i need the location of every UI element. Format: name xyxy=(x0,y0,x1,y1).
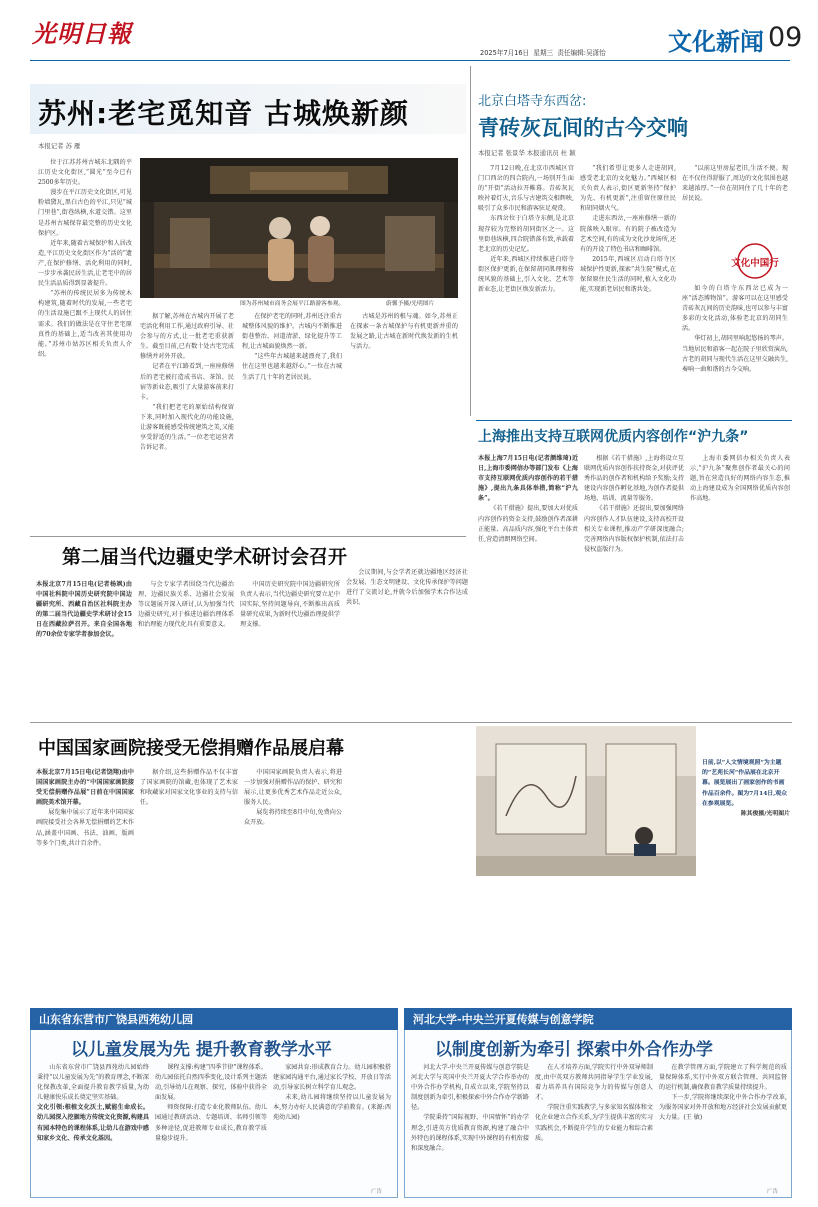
photo-credit: 陈其俊摄/光明图片 xyxy=(740,810,790,818)
article-column-1 xyxy=(38,158,132,558)
feature-label: 河北大学-中央兰开夏传媒与创意学院 xyxy=(413,1013,594,1026)
paragraph: 课程支撑:构建“四季节律”课程体系。幼儿园依托自然四季变化,设计系列主题活动,引导幼儿在观察、探究、体验中获得全面发展。 xyxy=(155,1064,267,1102)
article-column-1 xyxy=(411,1063,529,1195)
article-column-3 xyxy=(682,164,788,238)
headline: 中国国家画院接受无偿捐赠作品展启幕 xyxy=(38,738,344,759)
kindergarten-feature xyxy=(30,1008,398,1198)
article-shanghai xyxy=(476,424,792,720)
exhibition-photo xyxy=(476,726,696,876)
paragraph: 与会专家学者围绕当代边疆治理、边疆民族关系、边疆社会发展等议题展开深入研讨,认为加强当代边疆史研究,对于推进边疆治理体系和治理能力现代化具有重要意义。 xyxy=(138,581,234,629)
paragraph: 位于江苏苏州古城东北隅的平江历史文化街区,“圆光”至今已有2500多年历史。 xyxy=(38,159,132,187)
paragraph: 华灯初上,胡同里响起悠扬的琴声。当地居民和游客一起在院子里欣赏演出,古老的胡同与现代生活在这里交融共生,奏响一曲和谐的古今交响。 xyxy=(682,335,788,373)
ad-mark: 广告 xyxy=(767,1189,779,1195)
headline: 以儿童发展为先 提升教育教学水平 xyxy=(71,1040,332,1060)
article-column-2 xyxy=(535,1063,653,1195)
paragraph: “以前这里房屋老旧,生活不便。现在不仅住得舒服了,周边的文化氛围也越来越浓厚。”一位在胡同住了几十年的老居民说。 xyxy=(682,165,788,203)
photo-illustration xyxy=(140,158,458,298)
photo-caption xyxy=(702,758,790,819)
article-column-3 xyxy=(244,768,342,1024)
headline: 上海推出支持互联网优质内容创作“沪九条” xyxy=(478,429,749,445)
paragraph: 展览将持续至8月中旬,免费向公众开放。 xyxy=(244,809,342,827)
paragraph: 在教学管理方面,学院建立了科学规范的质量保障体系,实行中外双方联合管理、共同监督的运行机制,确保教育教学质量持续提升。 xyxy=(659,1064,787,1092)
paragraph: 上海市委网信办相关负责人表示,“沪九条”聚焦创作者最关心的问题,旨在营造良好的网络内容生态,推动上海建设成为全国网络优质内容创作高地。 xyxy=(690,455,790,503)
weekday-text: 星期三 xyxy=(533,49,554,57)
section-rule xyxy=(476,420,792,421)
paragraph: 会议期间,与会学者还就边疆地区经济社会发展、生态文明建设、文化传承保护等问题进行了交流讨论,并就今后加强学术合作达成共识。 xyxy=(346,569,468,607)
kicker: 北京白塔寺东西岔: xyxy=(478,94,587,109)
article-column-2 xyxy=(155,1063,267,1195)
article-column-3 xyxy=(273,1063,391,1195)
masthead-rule xyxy=(30,60,790,61)
article-column-4 xyxy=(682,284,788,418)
paragraph-lead: 本报北京7月15日电(记者饶翔)由中国国家画院主办的“中国国家画院接受无偿捐赠作品展”日前在中国国家画院美术馆开幕。 xyxy=(36,769,134,807)
paragraph: 师资保障:打造专业化教师队伍。幼儿园通过教研活动、专题培训、名师引领等多种途径,促进教师专业成长,教育教学质量稳步提升。 xyxy=(155,1104,267,1142)
article-column-3 xyxy=(690,454,790,720)
hebei-university-feature xyxy=(404,1008,792,1198)
paragraph: 近年来,随着古城保护和人居改造,平江历史文化街区作为“活的”遗产,在保护修缮、活化利用的同时,一步步承袭民居生活,让老宅中的居民生活品质得到显著提升。 xyxy=(38,239,132,288)
paragraph-lead: 本报北京7月15日电(记者杨飒)由中国社科院中国历史研究院中国边疆研究所、西藏自治区社科院主办的第二届当代边疆史学术研讨会15日在西藏拉萨召开。来自全国各地的70余位专家学者参加会议。 xyxy=(36,581,132,639)
column-divider xyxy=(470,66,471,416)
date-text: 2025年7月16日 xyxy=(480,49,530,57)
paragraph: 中国历史研究院中国边疆研究所负责人表示,当代边疆史研究要立足中国实际,坚持问题导向,不断推出高质量研究成果,为新时代边疆治理提供学理支撑。 xyxy=(240,581,340,629)
paragraph: 走进东西岔,一座座修缮一新的院落映入眼帘。有的院子被改造为艺术空间,有的成为文化沙龙场所,还有的开设了特色书店和咖啡馆。 xyxy=(580,215,676,253)
paragraph: 家园共育:形成教育合力。幼儿园积极搭建家园沟通平台,通过家长学校、开放日等活动,引导家长树立科学育儿观念。 xyxy=(273,1064,391,1092)
article-column-2 xyxy=(138,580,234,718)
paragraph: 河北大学-中央兰开夏传媒与创意学院是河北大学与英国中央兰开夏大学合作举办的中外合作办学机构,自成立以来,学院坚持以制度创新为牵引,积极探索中外合作办学新路径。 xyxy=(411,1064,529,1112)
photo-illustration xyxy=(476,726,696,876)
headline: 青砖灰瓦间的古今交响 xyxy=(478,116,688,140)
paragraph: 学院注重实践教学,与多家知名媒体和文化企业建立合作关系,为学生提供丰富的实习实践机会,不断提升学生的专业能力和综合素质。 xyxy=(535,1104,653,1142)
section-title: 文化新闻 xyxy=(668,28,764,56)
article-column-3 xyxy=(240,580,340,718)
article-column-2 xyxy=(140,312,234,558)
issue-date xyxy=(480,47,606,57)
paragraph: 中国国家画院负责人表示,将进一步加强对捐赠作品的保护、研究和展示,让更多优秀艺术作品走近公众,服务人民。 xyxy=(244,769,342,807)
ad-mark: 广告 xyxy=(371,1189,383,1195)
photo-credit: 蔚馨予摄/光明图片 xyxy=(386,301,435,307)
article-column-2 xyxy=(140,768,238,1024)
article-column-2 xyxy=(584,454,684,720)
headline: 苏州:老宅觅知音 古城焕新颜 xyxy=(38,97,409,130)
paragraph: 如今的白塔寺东西岔已成为一座“活态博物馆”。游客可以在这里感受青砖灰瓦间的历史韵味,也可以参与丰富多彩的文化活动,体验老北京的胡同生活。 xyxy=(682,285,788,333)
photo-caption: 图为苏州城市商务会展平江路游客参观。 xyxy=(240,301,345,307)
paragraph-lead: 本报上海7月15日电(记者颜维琦)近日,上海市委网信办等部门发布《上海市支持互联网优质内容创作的若干措施》,提出九条具体举措,简称“沪九条”。 xyxy=(478,455,578,503)
paragraph: 7月12日晚,在北京市西城区宫门口西岔的四合院内,一场别开生面的“开街”活动拉开帷幕。青砖灰瓦映衬着灯火,音乐与古建筑交相辉映,吸引了众多市民和游客驻足观赏。 xyxy=(478,165,574,213)
headline: 以制度创新为牵引 探索中外合作办学 xyxy=(435,1040,713,1060)
headline: 第二届当代边疆史学术研讨会召开 xyxy=(62,546,348,568)
suzhou-photo xyxy=(140,158,458,298)
paragraph: 据了解,苏州在古城内开展了老宅活化利用工作,通过政府引导、社会参与的方式,让一批老宅重获新生。截至目前,已有数十处古宅完成修缮并对外开放。 xyxy=(140,313,234,361)
article-column-4 xyxy=(350,312,458,558)
paragraph: 文化引领:根植文化沃土,赋能生命成长。幼儿园深入挖掘地方传统文化资源,构建具有园本特色的课程体系,让幼儿在游戏中感知家乡文化、传承文化基因。 xyxy=(37,1104,149,1142)
paragraph: “这些年古城越来越漂亮了,我们住在这里也越来越舒心。”一位在古城生活了几十年的老居民说。 xyxy=(242,353,342,381)
page-number: 09 xyxy=(768,22,803,53)
paragraph: 学院秉持“国际视野、中国情怀”的办学理念,引进英方优质教育资源,构建了融合中外特色的课程体系,实现中外课程的有机衔接和深度融合。 xyxy=(411,1114,529,1152)
paragraph: 山东省东营市广饶县西苑幼儿园始终秉持“以儿童发展为先”的教育理念,不断深化保教改革,全面提升教育教学质量,为幼儿健康快乐成长奠定坚实基础。 xyxy=(37,1064,149,1102)
caption-text: 日前,以“人文情境观照”为主题的“艺苑长河”作品展在北京开幕。展览展出了画家创作的书画作品百余件。图为7月14日,观众在参观展览。 xyxy=(702,759,788,807)
article-column-1 xyxy=(478,454,578,720)
masthead xyxy=(0,0,818,62)
paragraph: 近年来,西城区持续推进白塔寺街区保护更新,在保留胡同肌理和传统风貌的基础上,引入文化、艺术等新业态,让老街区焕发新活力。 xyxy=(478,255,574,294)
paragraph: “我们把老宅的原始结构保留下来,同时加入现代化的功能设施,让游客既能感受传统建筑之美,又能享受舒适的生活。”一位老宅运营者告诉记者。 xyxy=(140,403,234,452)
paragraph: 《若干措施》提出,要加大对优质内容创作的资金支持,鼓励创作者深耕正能量、高品质内容,强化平台主体责任,营造清朗网络空间。 xyxy=(478,505,578,543)
paragraph: 未来,幼儿园将继续坚持以儿童发展为本,努力办好人民满意的学前教育。(来源:西苑幼儿园) xyxy=(273,1094,391,1122)
newspaper-logo: 光明日報 xyxy=(32,19,132,48)
article-column-1 xyxy=(36,580,132,718)
article-beijing xyxy=(476,66,792,418)
paragraph: 在保护老宅的同时,苏州还注重古城整体风貌的维护。古城内不断推进街巷整治、河道清淤、绿化提升等工程,让古城面貌焕然一新。 xyxy=(242,313,342,351)
paragraph: 据介绍,这些捐赠作品不仅丰富了国家画院的馆藏,也体现了艺术家和收藏家对国家文化事业的支持与信任。 xyxy=(140,769,238,807)
paragraph: “我们希望让更多人走进胡同,感受老北京的文化魅力。”西城区相关负责人表示,街区更新坚持“保护为先、有机更新”,注重留住原住民和胡同烟火气。 xyxy=(580,165,676,213)
paragraph: 记者在平江路看到,一座座修缮后的老宅被打造成书店、茶馆、民宿等新业态,吸引了大量游客前来打卡。 xyxy=(140,363,234,401)
paragraph: 东西岔位于白塔寺东侧,是北京现存较为完整的胡同街区之一。这里街巷纵横,四合院错落有致,承载着老北京的历史记忆。 xyxy=(478,215,574,253)
paragraph: 漫步在平江历史文化街区,可见粉墙黛瓦,黑白古色的平江,只见“城门里巷”,街巷纵横,水道交错。这里是苏州古城保存最完整的历史文化保护区。 xyxy=(38,189,132,237)
section-rule xyxy=(30,536,466,537)
article-column-1 xyxy=(37,1063,149,1195)
article-column-3 xyxy=(242,312,342,558)
paragraph: “苏州的传统民居多为传统木构建筑,随着时代的发展,一些老宅的生活设施已跟不上现代人的居住需求。我们的做法是在守住老宅原真性的基础上,适当改善其使用功能。”苏州市姑苏区相关负责人介绍。 xyxy=(38,290,132,358)
paragraph: 古城是苏州的根与魂。如今,苏州正在探索一条古城保护与有机更新并重的发展之路,让古城在新时代焕发新的生机与活力。 xyxy=(350,313,458,351)
paragraph: 下一步,学院将继续深化中外合作办学改革,为服务国家对外开放和地方经济社会发展贡献更大力量。(王 敏) xyxy=(659,1094,787,1122)
article-column-4 xyxy=(346,568,468,718)
article-frontier-history xyxy=(30,540,470,720)
article-column-2 xyxy=(580,164,676,418)
article-painting-academy xyxy=(30,726,792,1038)
feature-label: 山东省东营市广饶县西苑幼儿园 xyxy=(39,1013,193,1026)
article-column-1 xyxy=(36,768,134,1024)
editor-text: 责任编辑:吴潇怡 xyxy=(557,49,606,57)
section-rule xyxy=(30,722,792,723)
byline: 本报记者 张景华 本报通讯员 杜 颖 xyxy=(478,149,576,157)
paragraph: 《若干措施》还提出,要加强网络内容创作人才队伍建设,支持高校开设相关专业课程,推动产学研深度融合;完善网络内容版权保护机制,依法打击侵权盗版行为。 xyxy=(584,505,684,553)
paragraph: 在人才培养方面,学院实行中外双导师制度,由中英双方教师共同指导学生学业发展,着力培养具有国际竞争力的传媒与创意人才。 xyxy=(535,1064,653,1102)
byline: 本报记者 苏 雁 xyxy=(38,142,81,150)
culture-badge xyxy=(724,242,786,280)
paragraph: 根据《若干措施》,上海将设立互联网优质内容创作扶持资金,对获评优秀作品的创作者和机构给予奖励;支持建设内容创作孵化基地,为创作者提供场地、培训、流量等服务。 xyxy=(584,455,684,503)
article-column-3 xyxy=(659,1063,787,1195)
paragraph: 展览集中展示了近年来中国国家画院接受社会各界无偿捐赠的艺术作品,涵盖中国画、书法、油画、版画等多个门类,共计百余件。 xyxy=(36,809,134,847)
article-column-1 xyxy=(478,164,574,418)
paragraph: 2015年,西城区启动白塔寺区域保护性更新,探索“共生院”模式,在保留原住民生活的同时,植入文化功能,实现新老居民和谐共处。 xyxy=(580,255,676,294)
article-suzhou xyxy=(30,66,466,560)
badge-text: 文化中国行 xyxy=(731,258,779,269)
